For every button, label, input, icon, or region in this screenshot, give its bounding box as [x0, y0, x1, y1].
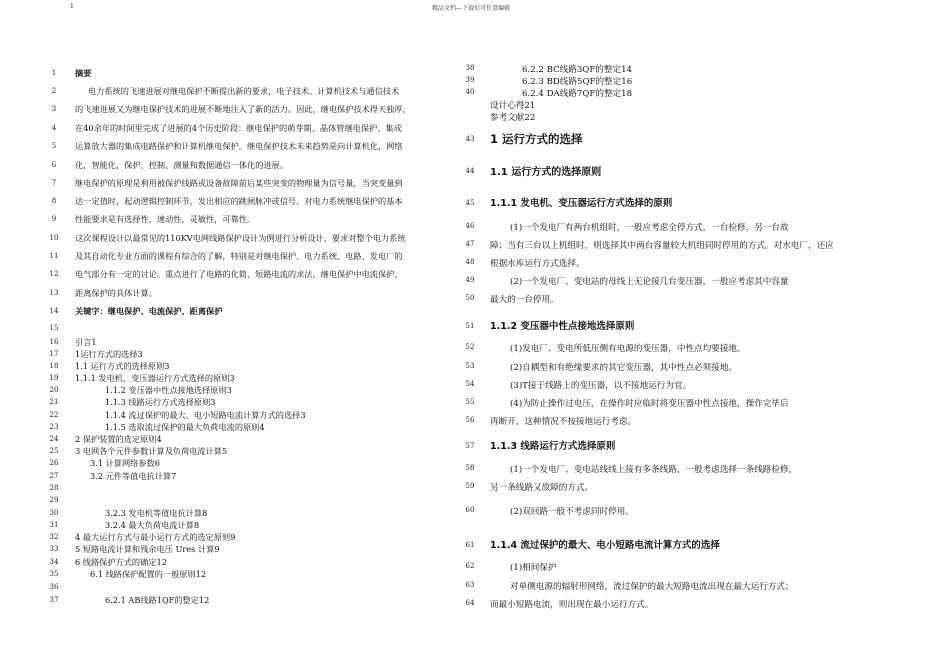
text-line: 3.1 计算网络参数6 [90, 458, 160, 468]
section-heading: 1.1.1 发电机、变压器运行方式选择的原则 [490, 198, 673, 209]
text-line: 化，智能化，保护、控制、测量和数据通信一体化的进展。 [75, 160, 288, 170]
text-line: 电力系统的飞速进展对继电保护不断提出新的要求，电子技术、计算机技术与通信技术 [88, 86, 400, 96]
line-number: 32 [49, 533, 59, 541]
text-line: (2)自耦型和有绝缘要求的其它变压器，其中性点必须接地。 [510, 363, 738, 373]
text-line: 根据水库运行方式选择。 [490, 259, 585, 269]
line-number: 2 [51, 87, 57, 95]
text-line: 1.1.3 线路运行方式选择原则3 [105, 397, 216, 407]
line-number: 3 [51, 105, 57, 113]
text-line: 3.2 元件等值电抗计算7 [90, 471, 177, 481]
line-number: 56 [465, 416, 475, 424]
text-line: 对单侧电源的辐射形网络，流过保护的最大短路电流出现在最大运行方式； [510, 582, 794, 592]
text-line: (4)为防止操作过电压，在操作时应临时将变压器中性点接地，操作完毕后 [510, 399, 789, 409]
line-number: 20 [49, 386, 59, 394]
line-number: 18 [49, 362, 59, 370]
text-line: 达一定值时，起动逻辑控制环节，发出相应的跳闸脉冲或信号。对电力系统继电保护的基本 [75, 196, 403, 206]
section-heading: 1 运行方式的选择 [490, 132, 583, 146]
line-number: 31 [49, 521, 59, 529]
line-number: 14 [49, 307, 59, 315]
text-line: 这次课程设计以最常见的110KV电网线路保护设计为例进行分析设计，要求对整个电力系统 [75, 233, 406, 243]
text-line: 1.1.1 发电机、变压器运行方式选择的原则3 [75, 373, 235, 383]
line-number: 17 [49, 350, 59, 358]
line-number: 16 [49, 338, 59, 346]
line-number: 30 [49, 509, 59, 517]
line-number: 52 [465, 343, 475, 351]
line-number: 55 [465, 398, 475, 406]
line-number: 21 [49, 398, 59, 406]
text-line: 6.2.2 BC线路3QF的整定14 [522, 65, 633, 75]
line-number: 1 [51, 69, 57, 77]
text-line: 6.2.3 BD线路5QF的整定16 [522, 77, 633, 87]
line-number: 63 [465, 581, 475, 589]
line-number: 13 [49, 289, 59, 297]
line-number: 57 [465, 442, 475, 450]
text-line: 1.1 运行方式的选择原则3 [75, 361, 170, 371]
text-line: 关键字：继电保护、电流保护、距离保护 [75, 306, 223, 316]
line-number: 9 [51, 215, 57, 223]
line-number: 19 [49, 374, 59, 382]
line-number: 23 [49, 423, 59, 431]
line-number: 37 [49, 596, 59, 604]
line-number: 33 [49, 545, 59, 553]
text-line: 3 电网各个元件参数计算及负荷电流计算5 [75, 446, 228, 456]
line-number: 22 [49, 411, 59, 419]
text-line: 而最小短路电流，则出现在最小运行方式。 [490, 600, 654, 610]
text-line: (3)T接于线路上的变压器，以不接地运行为宜。 [510, 381, 692, 391]
text-line: 1.1.4 流过保护的最大、电小短路电流计算方式的选择3 [105, 410, 306, 420]
text-line: 引言1 [75, 337, 97, 347]
text-line: 性能要求是有选择性，速动性，灵敏性，可靠性。 [75, 214, 256, 224]
line-number: 12 [49, 270, 59, 278]
text-line: (2)一个发电厂、变电站的母线上无论接几台变压器，一般应考虑其中容量 [510, 277, 789, 287]
line-number: 5 [51, 142, 57, 150]
section-heading: 1.1 运行方式的选择原则 [490, 167, 602, 178]
line-number: 8 [51, 197, 57, 205]
section-heading: 1.1.4 流过保护的最大、电小短路电流计算方式的选择 [490, 540, 720, 551]
line-number: 24 [49, 435, 59, 443]
line-number: 45 [465, 199, 475, 207]
line-number: 36 [49, 583, 59, 591]
text-line: 电气部分有一定的讨论。重点进行了电路的化简，短路电流的求法，继电保护中电流保护、 [75, 269, 403, 279]
text-line: 6 线路保护方式的确定12 [75, 557, 167, 567]
line-number: 25 [49, 447, 59, 455]
line-number: 27 [49, 472, 59, 480]
text-line: 6.2.4 DA线路7QF的整定18 [522, 89, 633, 99]
line-number: 46 [465, 222, 475, 230]
line-number: 58 [465, 464, 475, 472]
line-number: 10 [49, 234, 59, 242]
text-line: 再断开，这种情况不按接地运行考虑。 [490, 417, 637, 427]
line-number: 43 [465, 135, 475, 143]
section-heading: 1.1.3 线路运行方式选择原则 [490, 441, 616, 452]
text-line: 2 保护装置的选定原则4 [75, 434, 162, 444]
line-number: 35 [49, 570, 59, 578]
text-line: 6.2.1 AB线路1QF的整定12 [105, 595, 210, 605]
text-line: 5 短路电流计算和残余电压 Ures 计算9 [75, 544, 220, 554]
text-line: 及其自动化专业方面的课程有综合的了解，特别是对继电保护、电力系统、电路、发电厂的 [75, 251, 403, 261]
text-line: (2)双回路一般不考虑同时停用。 [510, 507, 634, 517]
header-banner: 精品文档---下载后可任意编辑 [432, 5, 511, 12]
line-number: 61 [465, 541, 475, 549]
line-number: 53 [465, 362, 475, 370]
line-number: 60 [465, 506, 475, 514]
line-number: 49 [465, 276, 475, 284]
text-line: 设计心得21 [490, 101, 536, 111]
page-number: 1 [70, 3, 74, 10]
text-line: (1)一个发电厂有两台机组时，一般应考虑全停方式，一台检修，另一台故 [510, 223, 789, 233]
text-line: 参考文献22 [490, 113, 536, 123]
line-number: 48 [465, 258, 475, 266]
text-line: 1.1.5 选取流过保护的最大负荷电流的原则4 [105, 422, 265, 432]
line-number: 15 [49, 324, 59, 332]
text-line: 运算放大器的集成电路保护和计算机继电保护。继电保护技术未来趋势是向计算机化，网络 [75, 141, 403, 151]
text-line: 3.2.4 最大负荷电流计算8 [105, 520, 200, 530]
line-number: 50 [465, 294, 475, 302]
text-line: (1)相间保护 [510, 563, 557, 573]
text-line: 4 最大运行方式与最小运行方式的选定原则9 [75, 532, 236, 542]
text-line: 1.1.2 变压器中性点接地选择原则3 [105, 385, 232, 395]
text-line: 另一条线路又故障的方式。 [490, 483, 594, 493]
line-number: 6 [51, 161, 57, 169]
line-number: 62 [465, 562, 475, 570]
line-number: 39 [465, 76, 475, 84]
line-number: 38 [465, 64, 475, 72]
text-line: 摘要 [75, 68, 92, 78]
line-number: 29 [49, 496, 59, 504]
line-number: 28 [49, 484, 59, 492]
line-number: 44 [465, 167, 475, 175]
text-line: (1)一个发电厂、变电站线线上接有多条线路，一般考虑选择一条线路检修， [510, 465, 798, 475]
text-line: 最大的一台停用。 [490, 295, 559, 305]
line-number: 11 [49, 252, 59, 260]
line-number: 59 [465, 482, 475, 490]
text-line: 1运行方式的选择3 [75, 349, 143, 359]
section-heading: 1.1.2 变压器中性点接地选择原则 [490, 321, 635, 332]
line-number: 54 [465, 380, 475, 388]
line-number: 7 [51, 179, 57, 187]
line-number: 34 [49, 558, 59, 566]
line-number: 40 [465, 88, 475, 96]
text-line: 的飞速进展又为继电保护技术的进展不断地注入了新的活力。因此，继电保护技术得天独厚， [75, 104, 411, 114]
text-line: 在40余年的时间里完成了进展的4个历史阶段：继电保护的萌芽期、晶体管继电保护、集成 [75, 123, 402, 133]
line-number: 4 [51, 124, 57, 132]
text-line: 距离保护的具体计算。 [75, 288, 157, 298]
line-number: 51 [465, 322, 475, 330]
text-line: 6.1 线路保护配置的一般原则12 [90, 569, 207, 579]
text-line: (1)发电厂、变电所低压侧有电源的变压器，中性点均要接地。 [510, 344, 746, 354]
text-line: 障；当有三台以上机组时，则选择其中两台容量较大机组同时停用的方式。对水电厂，还应 [490, 241, 834, 251]
line-number: 26 [49, 459, 59, 467]
line-number: 64 [465, 599, 475, 607]
text-line: 继电保护的原理是利用被保护线路或设备故障前后某些突变的物理量为信号量，当突变量到 [75, 178, 403, 188]
line-number: 47 [465, 240, 475, 248]
text-line: 3.2.3 发电机等值电抗计算8 [105, 508, 208, 518]
